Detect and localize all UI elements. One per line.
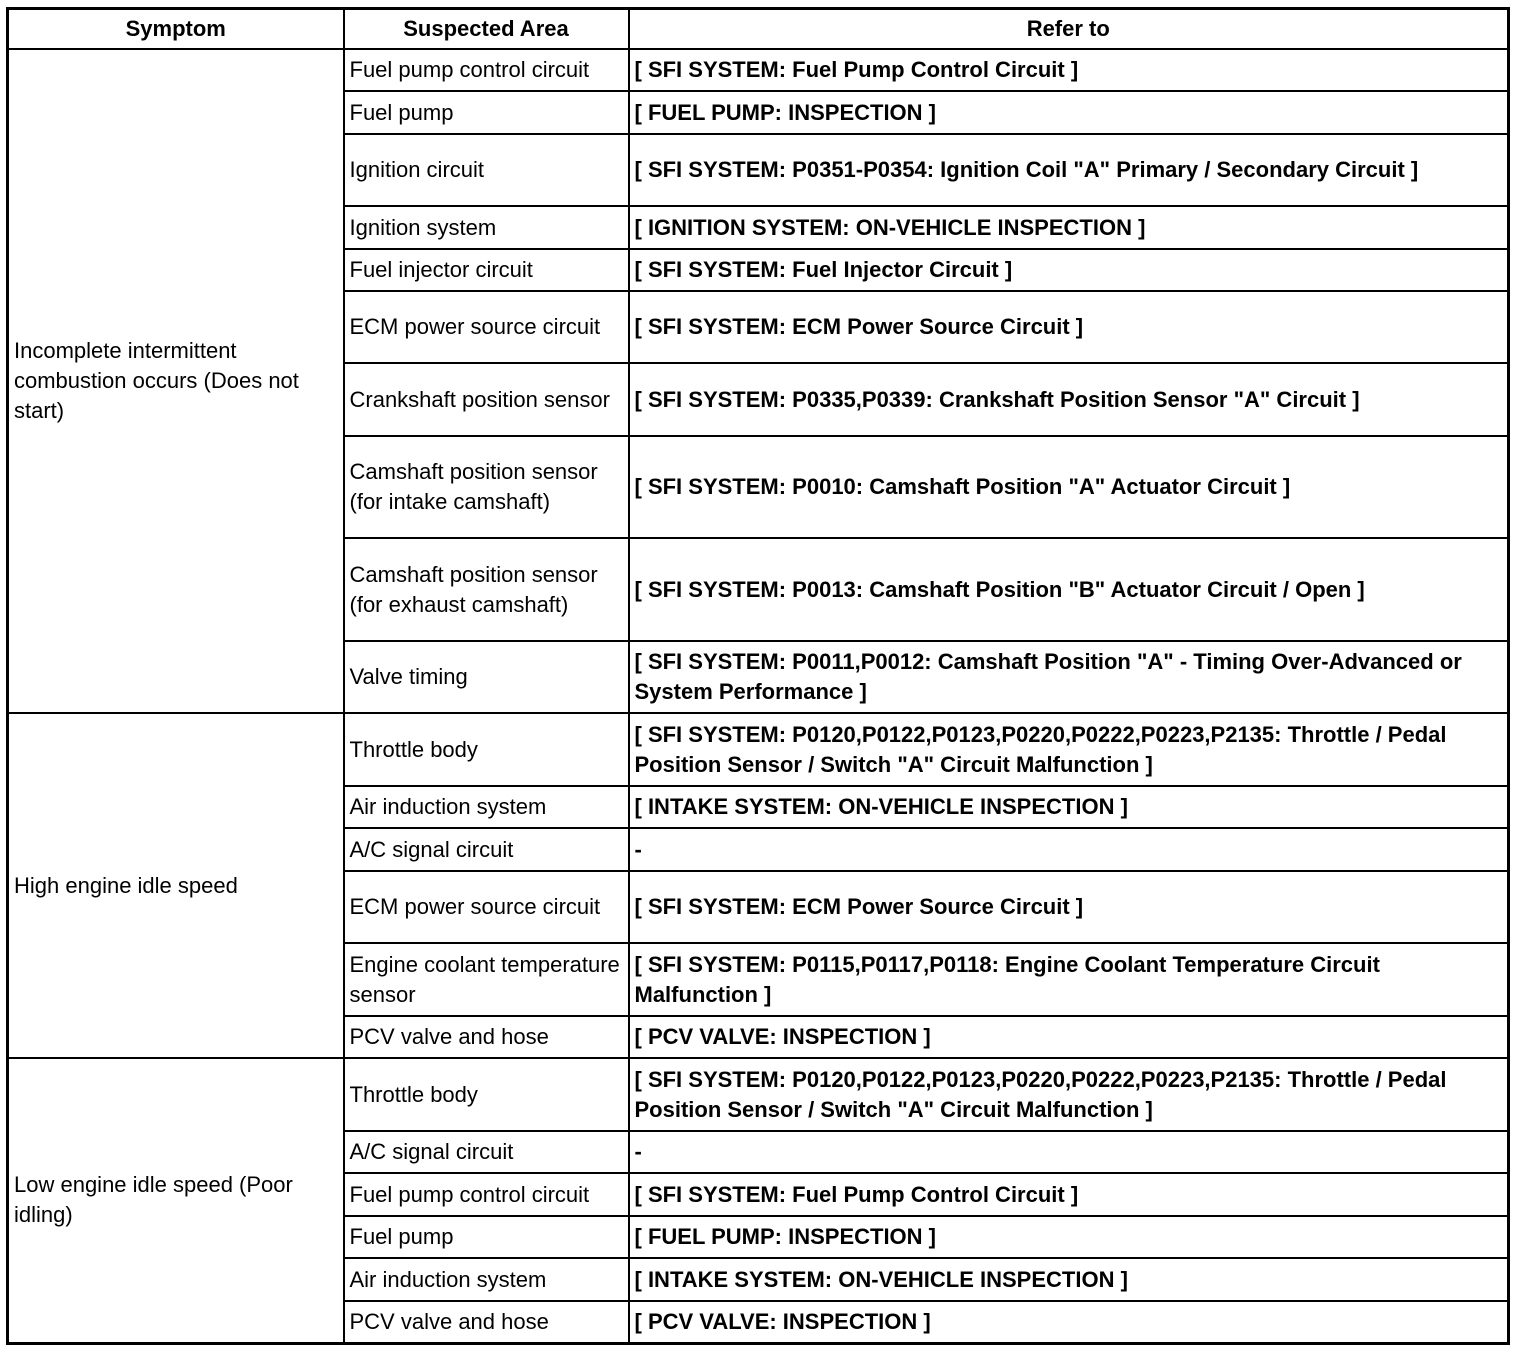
refer-to-cell: [ SFI SYSTEM: P0010: Camshaft Position "A" Actuator Circuit ]: [629, 436, 1509, 538]
refer-to-cell: [ SFI SYSTEM: P0351-P0354: Ignition Coil "A" Primary / Secondary Circuit ]: [629, 134, 1509, 206]
refer-to-cell: [ SFI SYSTEM: P0115,P0117,P0118: Engine Coolant Temperature Circuit Malfunction ]: [629, 943, 1509, 1016]
suspected-area-cell: Throttle body: [344, 713, 629, 786]
refer-to-cell: [ SFI SYSTEM: ECM Power Source Circuit ]: [629, 871, 1509, 943]
refer-to-cell: [ SFI SYSTEM: P0011,P0012: Camshaft Position "A" - Timing Over-Advanced or System Performance ]: [629, 641, 1509, 713]
suspected-area-cell: Fuel injector circuit: [344, 249, 629, 291]
suspected-area-cell: Air induction system: [344, 786, 629, 828]
refer-to-cell: [ PCV VALVE: INSPECTION ]: [629, 1016, 1509, 1058]
refer-to-cell: [ INTAKE SYSTEM: ON-VEHICLE INSPECTION ]: [629, 786, 1509, 828]
refer-to-cell: [ SFI SYSTEM: P0335,P0339: Crankshaft Position Sensor "A" Circuit ]: [629, 363, 1509, 436]
refer-to-cell: [ SFI SYSTEM: P0120,P0122,P0123,P0220,P0222,P0223,P2135: Throttle / Pedal Position Sensor / Switch "A" Circuit Malfunction ]: [629, 713, 1509, 786]
suspected-area-cell: Fuel pump control circuit: [344, 49, 629, 91]
refer-to-cell: [ FUEL PUMP: INSPECTION ]: [629, 91, 1509, 134]
suspected-area-cell: Ignition system: [344, 206, 629, 249]
suspected-area-cell: Air induction system: [344, 1258, 629, 1301]
refer-to-cell: -: [629, 828, 1509, 871]
suspected-area-cell: PCV valve and hose: [344, 1301, 629, 1343]
suspected-area-cell: Fuel pump control circuit: [344, 1173, 629, 1216]
suspected-area-cell: Fuel pump: [344, 1216, 629, 1258]
refer-to-cell: -: [629, 1131, 1509, 1173]
suspected-area-cell: ECM power source circuit: [344, 291, 629, 363]
header-row: [8, 9, 1509, 50]
suspected-area-cell: Camshaft position sensor (for exhaust camshaft): [344, 538, 629, 641]
table-row: [8, 49, 1509, 91]
table-row: [8, 1058, 1509, 1131]
symptom-cell: Low engine idle speed (Poor idling): [8, 1058, 344, 1343]
refer-to-cell: [ IGNITION SYSTEM: ON-VEHICLE INSPECTION ]: [629, 206, 1509, 249]
refer-to-cell: [ SFI SYSTEM: Fuel Pump Control Circuit ]: [629, 1173, 1509, 1216]
header-refer-to: Refer to: [629, 9, 1509, 50]
suspected-area-cell: Fuel pump: [344, 91, 629, 134]
refer-to-cell: [ PCV VALVE: INSPECTION ]: [629, 1301, 1509, 1343]
troubleshooting-table: [6, 7, 1510, 1345]
header-symptom: Symptom: [8, 9, 344, 50]
suspected-area-cell: ECM power source circuit: [344, 871, 629, 943]
suspected-area-cell: PCV valve and hose: [344, 1016, 629, 1058]
suspected-area-cell: Throttle body: [344, 1058, 629, 1131]
refer-to-cell: [ SFI SYSTEM: Fuel Injector Circuit ]: [629, 249, 1509, 291]
refer-to-cell: [ SFI SYSTEM: Fuel Pump Control Circuit ]: [629, 49, 1509, 91]
suspected-area-cell: Camshaft position sensor (for intake camshaft): [344, 436, 629, 538]
suspected-area-cell: Engine coolant temperature sensor: [344, 943, 629, 1016]
refer-to-cell: [ SFI SYSTEM: P0013: Camshaft Position "B" Actuator Circuit / Open ]: [629, 538, 1509, 641]
refer-to-cell: [ SFI SYSTEM: P0120,P0122,P0123,P0220,P0222,P0223,P2135: Throttle / Pedal Position Sensor / Switch "A" Circuit Malfunction ]: [629, 1058, 1509, 1131]
refer-to-cell: [ INTAKE SYSTEM: ON-VEHICLE INSPECTION ]: [629, 1258, 1509, 1301]
header-suspected-area: Suspected Area: [344, 9, 629, 50]
suspected-area-cell: A/C signal circuit: [344, 1131, 629, 1173]
refer-to-cell: [ SFI SYSTEM: ECM Power Source Circuit ]: [629, 291, 1509, 363]
table-row: [8, 713, 1509, 786]
symptom-cell: Incomplete intermittent combustion occurs (Does not start): [8, 49, 344, 713]
refer-to-cell: [ FUEL PUMP: INSPECTION ]: [629, 1216, 1509, 1258]
suspected-area-cell: Ignition circuit: [344, 134, 629, 206]
suspected-area-cell: Valve timing: [344, 641, 629, 713]
suspected-area-cell: Crankshaft position sensor: [344, 363, 629, 436]
symptom-cell: High engine idle speed: [8, 713, 344, 1058]
suspected-area-cell: A/C signal circuit: [344, 828, 629, 871]
